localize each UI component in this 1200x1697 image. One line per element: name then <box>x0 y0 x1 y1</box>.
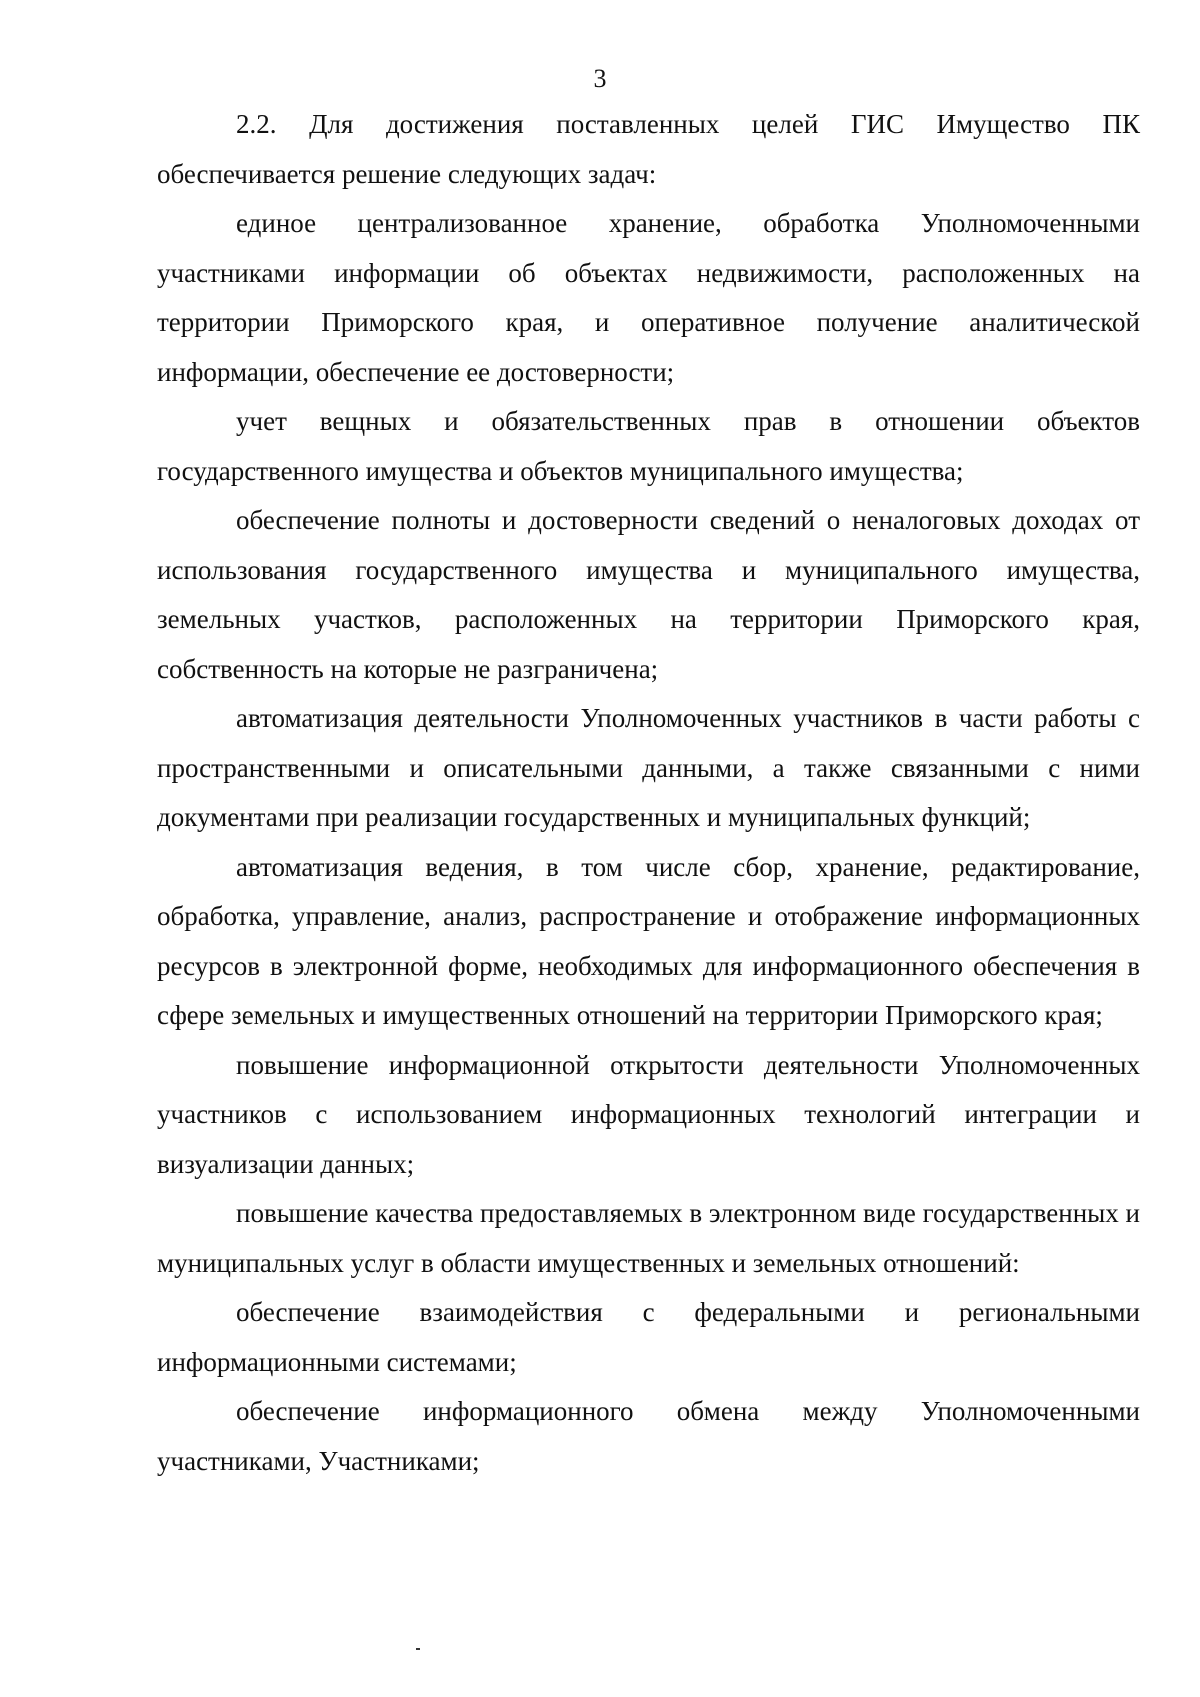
paragraph-task-exchange: обеспечение информационного обмена между Уполномоченными участниками, Участниками; <box>157 1396 1140 1476</box>
paragraph-task-interaction: обеспечение взаимодействия с федеральными и региональными информационными системами; <box>157 1297 1140 1377</box>
paragraph-task-storage: единое централизованное хранение, обработка Уполномоченными участниками информации об объектах недвижимости, расположенных на территории Приморского края, и оперативное получение аналитической информации, обеспечение ее достоверности; <box>157 208 1140 387</box>
page-number: 3 <box>593 64 607 93</box>
paragraph-task-openness: повышение информационной открытости деятельности Уполномоченных участников с использованием информационных технологий интеграции и визуализации данных; <box>157 1049 1140 1179</box>
paragraph-task-automation-participants: автоматизация деятельности Уполномоченных участников в части работы с пространственными и описательными данными, а также связанными с ними документами при реализации государственных и муниципальных функций; <box>157 703 1140 832</box>
paragraph-task-services: повышение качества предоставляемых в электронном виде государственных и муниципальных услуг в области имущественных и земельных отношений: <box>157 1198 1140 1278</box>
paragraph-task-automation-resources: автоматизация ведения, в том числе сбор, хранение, редактирование, обработка, управление, анализ, распространение и отображение информационных ресурсов в электронной форме, необходимых для информационного обеспечения в сфере земельных и имущественных отношений на территории Приморского края; <box>157 851 1140 1030</box>
paragraph-task-rights: учет вещных и обязательственных прав в отношении объектов государственного имущества и объектов муниципального имущества; <box>157 406 1140 486</box>
paragraph-goals-intro: 2.2. Для достижения поставленных целей ГИС Имущество ПК обеспечивается решение следующих задач: <box>157 109 1140 189</box>
paragraph-task-revenue: обеспечение полноты и достоверности сведений о неналоговых доходах от использования государственного имущества и муниципального имущества, земельных участков, расположенных на территории Приморского края, собственность на которые не разграничена; <box>157 505 1140 684</box>
scan-mark <box>416 1648 420 1650</box>
document-body <box>157 100 1140 1486</box>
